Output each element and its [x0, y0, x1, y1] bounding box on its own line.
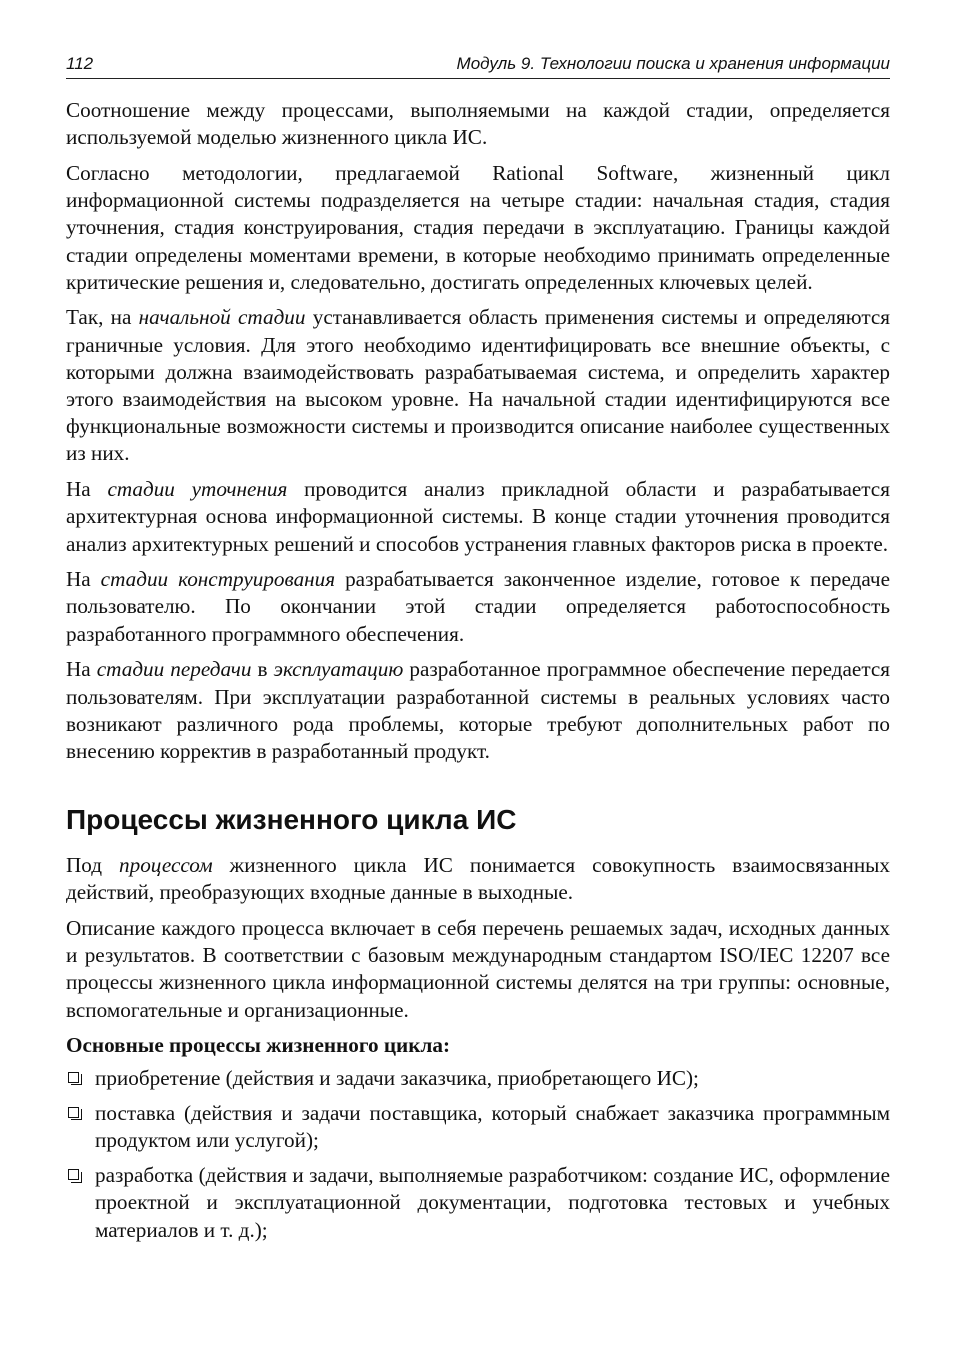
- text-run: проводится анализ прикладной области и разрабатывается архитектурная основа информационной системы. В конце стадии уточнения проводится анализ архитектурных решений и способов устранения главных факторов риска в проекте.: [66, 477, 890, 556]
- paragraph: [66, 476, 890, 558]
- list-item-text: приобретение (действия и задачи заказчика, приобретающего ИС);: [95, 1065, 699, 1090]
- text-run: Так, на: [66, 305, 139, 330]
- italic-term: стадии уточнения: [107, 477, 288, 502]
- italic-term: эксплуатацию: [273, 657, 404, 682]
- section-heading: Процессы жизненного цикла ИС: [66, 804, 517, 836]
- running-header: [66, 54, 890, 79]
- process-list: [66, 1065, 890, 1244]
- text-run: жизненного цикла ИС понимается совокупность взаимосвязанных действий, преобразующих входные данные в выходные.: [66, 853, 890, 905]
- list-item-text: разработка (действия и задачи, выполняемые разработчиком: создание ИС, оформление проектной и эксплуатационной документации, подготовка тестовых и учебных материалов и т. д.);: [95, 1163, 890, 1242]
- list-item: [66, 1100, 890, 1154]
- running-title: Модуль 9. Технологии поиска и хранения информации: [456, 54, 890, 73]
- paragraph: [66, 852, 890, 906]
- text-run: в: [251, 657, 274, 682]
- text-run: устанавливается область применения системы и определяются граничные условия. Для этого необходимо идентифицировать все внешние объекты, с которыми должна взаимодействовать разрабатываемая система, и определить характер этого взаимодействия на высоком уровне. На начальной стадии идентифицируются все функциональные возможности системы и производится описание наиболее существенных из них.: [66, 305, 891, 466]
- text-run: разработанное программное обеспечение передается пользователям. При эксплуатации разработанной системы в реальных условиях часто возникают различного рода проблемы, которые требуют дополнительных работ по внесению корректив в разработанный продукт.: [66, 657, 890, 763]
- paragraph: [66, 566, 890, 648]
- text-run: Под: [66, 853, 119, 878]
- paragraph: Соотношение между процессами, выполняемыми на каждой стадии, определяется используемой моделью жизненного цикла ИС.: [66, 98, 890, 150]
- italic-term: процессом: [119, 853, 213, 878]
- text-run: На: [66, 657, 97, 682]
- page-content: [66, 97, 890, 1244]
- italic-term: начальной стадии: [138, 305, 306, 330]
- text-run: разрабатывается законченное изделие, готовое к передаче пользователю. По окончании этой стадии определяется работоспособность разработанного программного обеспечения.: [66, 567, 890, 646]
- list-item: [66, 1162, 890, 1244]
- checkbox-bullet-icon: [68, 1169, 79, 1180]
- list-item-text: поставка (действия и задачи поставщика, который снабжает заказчика программным продуктом или услугой);: [95, 1100, 890, 1152]
- text-run: На: [66, 567, 101, 592]
- text-run: На: [66, 477, 108, 502]
- page-number: 112: [66, 54, 94, 73]
- paragraph: [66, 304, 890, 467]
- paragraph: Описание каждого процесса включает в себя перечень решаемых задач, исходных данных и результатов. В соответствии с базовым международным стандартом ISO/IEC 12207 все процессы жизненного цикла информационной системы делятся на три группы: основные, вспомогательные и организационные.: [66, 916, 890, 1022]
- italic-term: стадии конструирования: [100, 567, 336, 592]
- list-heading: Основные процессы жизненного цикла:: [66, 1033, 451, 1058]
- list-item: [66, 1065, 890, 1092]
- paragraph: [66, 656, 890, 765]
- checkbox-bullet-icon: [68, 1072, 79, 1083]
- italic-term: стадии передачи: [96, 657, 252, 682]
- checkbox-bullet-icon: [68, 1107, 79, 1118]
- paragraph: Согласно методологии, предлагаемой Rational Software, жизненный цикл информационной системы подразделяется на четыре стадии: начальная стадия, стадия уточнения, стадия конструирования, стадия передачи в эксплуатацию. Границы каждой стадии определены моментами времени, в которые необходимо принимать определенные критические решения и, следовательно, достигать определенных ключевых целей.: [66, 160, 890, 294]
